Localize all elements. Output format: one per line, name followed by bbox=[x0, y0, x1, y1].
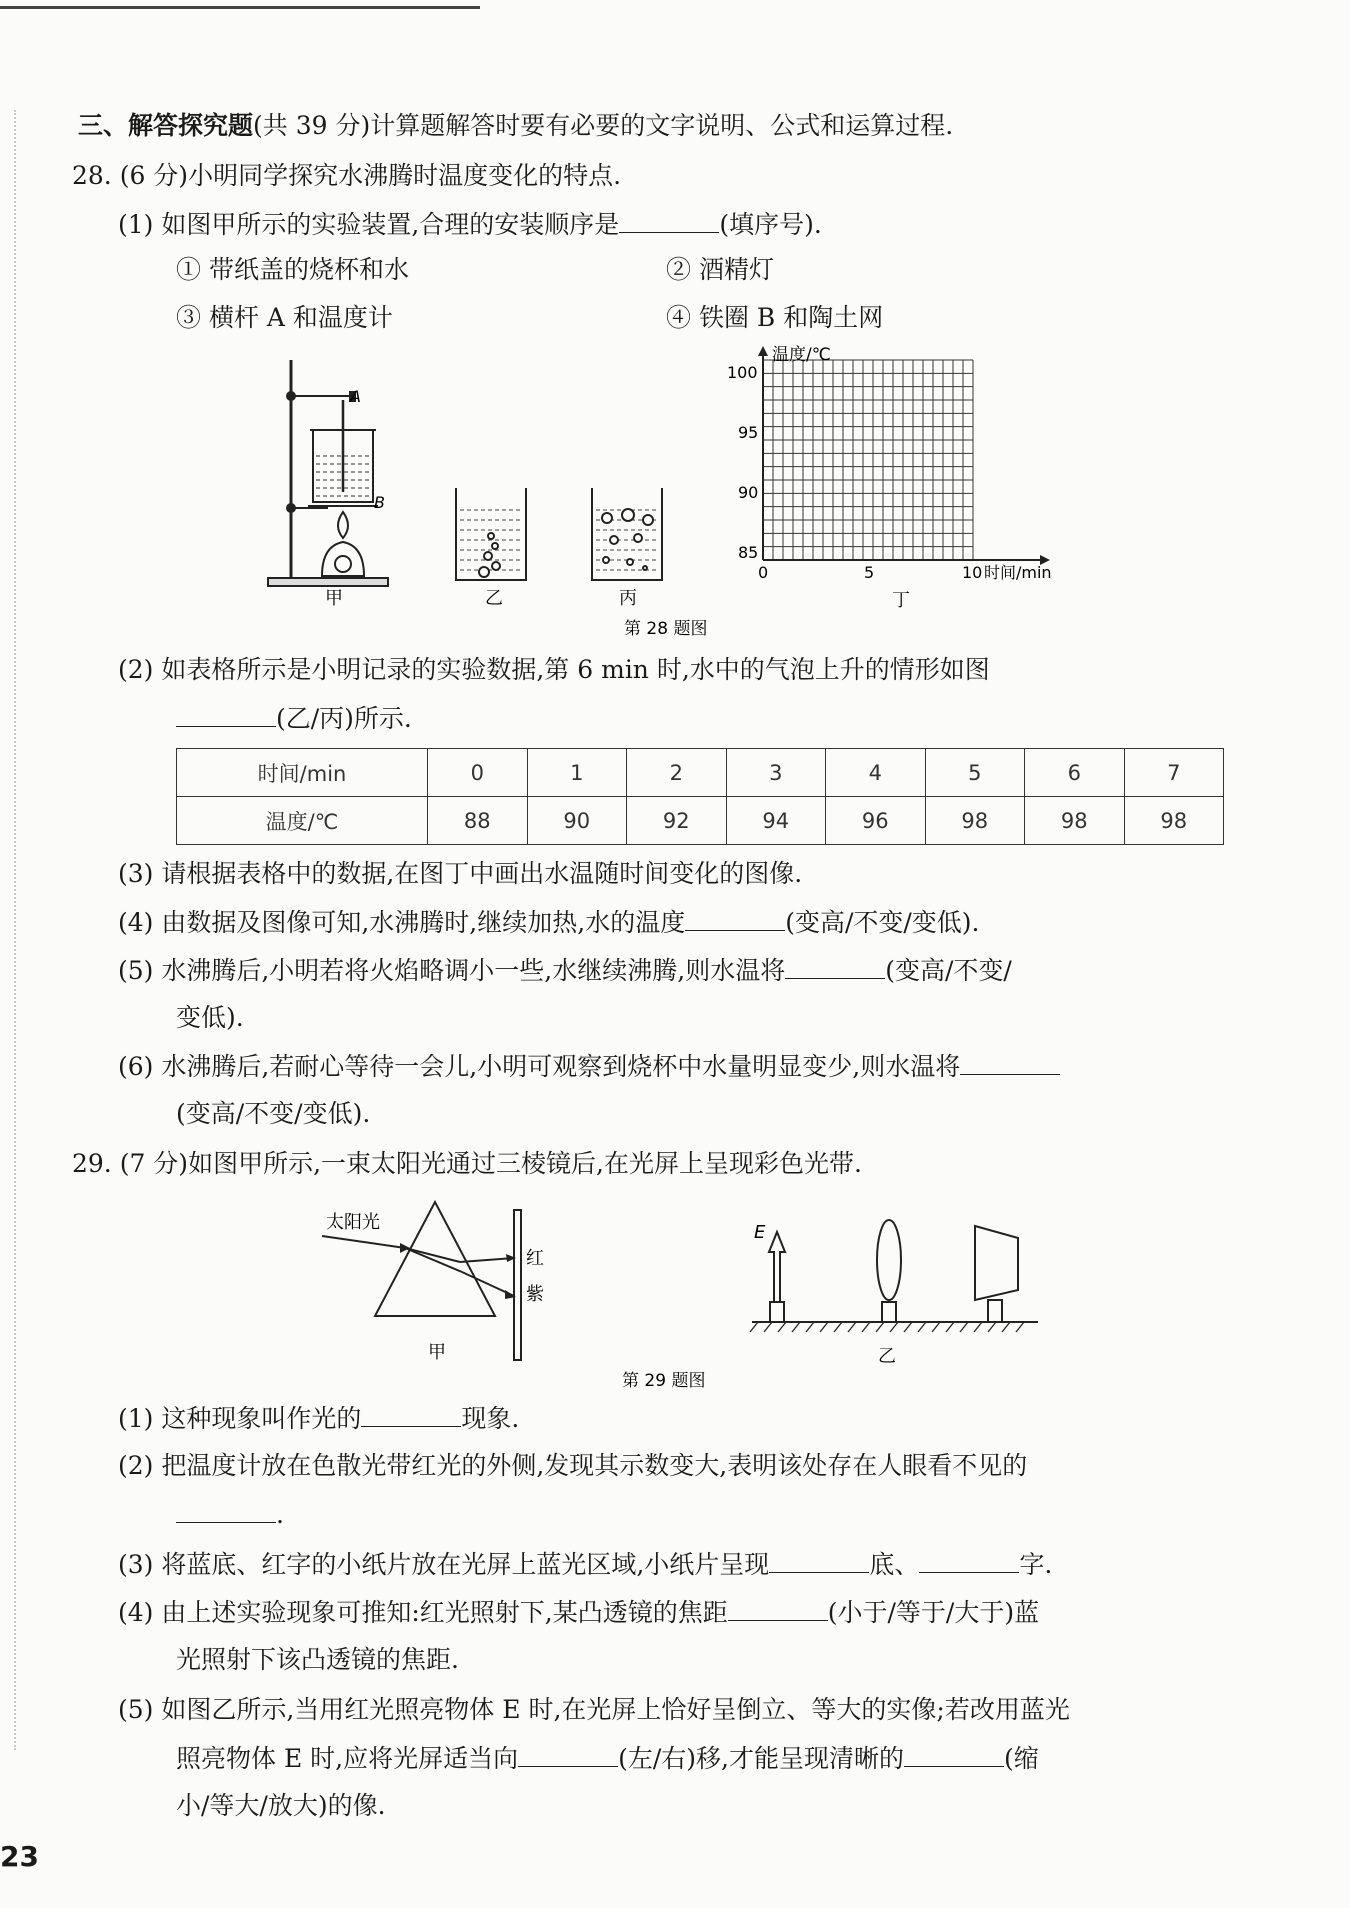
q29-p5-text: 照亮物体 E 时,应将光屏适当向 bbox=[176, 1744, 519, 1773]
answer-blank[interactable] bbox=[904, 1740, 1004, 1767]
label-A: A bbox=[350, 387, 361, 406]
q29-part5-end: 小/等大/放大)的像. bbox=[176, 1791, 386, 1820]
q28-part5-cont: 变低). bbox=[176, 1003, 244, 1032]
q29-part3 bbox=[118, 1546, 1052, 1583]
answer-blank[interactable] bbox=[919, 1546, 1019, 1573]
data-table bbox=[176, 748, 1224, 845]
q29-p3-mid: 底、 bbox=[869, 1550, 920, 1579]
q29-part5: (5) 如图乙所示,当用红光照亮物体 E 时,在光屏上恰好呈倒立、等大的实像;若改用蓝光 bbox=[118, 1695, 1070, 1724]
q29-p5-mid: (左/右)移,才能呈现清晰的 bbox=[618, 1744, 904, 1773]
sub-yi: 乙 bbox=[485, 588, 503, 609]
q29-part4-cont: 光照射下该凸透镜的焦距. bbox=[176, 1645, 459, 1674]
q28-part2: (2) 如表格所示是小明记录的实验数据,第 6 min 时,水中的气泡上升的情形如图 bbox=[118, 655, 990, 684]
answer-blank[interactable] bbox=[685, 904, 785, 931]
q28-p1-tail: (填序号). bbox=[719, 210, 822, 239]
table-cell: 0 bbox=[428, 749, 528, 797]
section-header bbox=[78, 108, 953, 144]
q29-part2: (2) 把温度计放在色散光带红光的外侧,发现其示数变大,表明该处存在人眼看不见的 bbox=[118, 1451, 1028, 1480]
q28-part3: (3) 请根据表格中的数据,在图丁中画出水温随时间变化的图像. bbox=[118, 859, 803, 888]
blank-grid bbox=[758, 346, 1050, 565]
q28-option-1: ① 带纸盖的烧杯和水 bbox=[176, 255, 409, 284]
answer-blank[interactable] bbox=[960, 1048, 1060, 1075]
red-label: 红 bbox=[526, 1248, 544, 1269]
q28-p6-text: (6) 水沸腾后,若耐心等待一会儿,小明可观察到烧杯中水量明显变少,则水温将 bbox=[118, 1052, 961, 1081]
table-cell: 98 bbox=[1025, 797, 1125, 845]
q28-part5 bbox=[118, 952, 1012, 989]
y-tick-85: 85 bbox=[738, 543, 759, 562]
q28-part4 bbox=[118, 904, 980, 941]
table-cell: 88 bbox=[428, 797, 528, 845]
top-rule bbox=[0, 6, 480, 9]
q28-part6 bbox=[118, 1048, 1060, 1085]
table-header-temp: 温度/℃ bbox=[177, 797, 428, 845]
table-cell: 1 bbox=[527, 749, 627, 797]
table-cell: 2 bbox=[627, 749, 727, 797]
y-tick-100: 100 bbox=[727, 363, 758, 382]
q29-p2-end: . bbox=[276, 1500, 284, 1529]
answer-blank[interactable] bbox=[518, 1740, 618, 1767]
q28-p4-text: (4) 由数据及图像可知,水沸腾时,继续加热,水的温度 bbox=[118, 908, 686, 937]
grid-x-label: 时间/min bbox=[984, 563, 1052, 582]
x-tick-10: 10 bbox=[962, 563, 983, 582]
label-E: E bbox=[754, 1222, 766, 1243]
section-title: 三、解答探究题 bbox=[78, 111, 254, 140]
sub-bing: 丙 bbox=[619, 588, 637, 609]
q29-p4-tail: (小于/等于/大于)蓝 bbox=[827, 1598, 1040, 1627]
answer-blank[interactable] bbox=[176, 1496, 276, 1523]
table-cell: 92 bbox=[627, 797, 727, 845]
sunlight-label: 太阳光 bbox=[326, 1212, 380, 1233]
table-cell: 98 bbox=[1124, 797, 1224, 845]
table-cell: 4 bbox=[826, 749, 926, 797]
answer-blank[interactable] bbox=[785, 952, 885, 979]
q28-stem: 28. (6 分)小明同学探究水沸腾时温度变化的特点. bbox=[72, 161, 622, 190]
table-cell: 7 bbox=[1124, 749, 1224, 797]
table-cell: 3 bbox=[726, 749, 826, 797]
y-tick-95: 95 bbox=[738, 423, 759, 442]
answer-blank[interactable] bbox=[769, 1546, 869, 1573]
apparatus-jia bbox=[268, 360, 388, 586]
figure-28 bbox=[0, 340, 1350, 650]
label-B: B bbox=[374, 493, 385, 512]
q29-stem: 29. (7 分)如图甲所示,一束太阳光通过三棱镜后,在光屏上呈现彩色光带. bbox=[72, 1149, 862, 1178]
q28-part1 bbox=[118, 206, 822, 243]
figure-29 bbox=[0, 1190, 1350, 1400]
q28-p5-tail: (变高/不变/ bbox=[885, 956, 1012, 985]
fig29-sub-jia: 甲 bbox=[428, 1342, 446, 1363]
optical-bench bbox=[750, 1220, 1038, 1332]
x-tick-5: 5 bbox=[864, 563, 875, 582]
q28-p1-text: (1) 如图甲所示的实验装置,合理的安装顺序是 bbox=[118, 210, 620, 239]
page-number: 23 bbox=[0, 1840, 39, 1873]
q29-p3-text: (3) 将蓝底、红字的小纸片放在光屏上蓝光区域,小纸片呈现 bbox=[118, 1550, 770, 1579]
q29-p4-text: (4) 由上述实验现象可推知:红光照射下,某凸透镜的焦距 bbox=[118, 1598, 728, 1627]
q28-option-3: ③ 横杆 A 和温度计 bbox=[176, 303, 393, 332]
q28-option-2: ② 酒精灯 bbox=[666, 255, 774, 284]
answer-blank[interactable] bbox=[728, 1594, 828, 1621]
q28-option-4: ④ 铁圈 B 和陶土网 bbox=[666, 303, 884, 332]
q28-p4-tail: (变高/不变/变低). bbox=[785, 908, 980, 937]
q29-p3-tail: 字. bbox=[1019, 1550, 1053, 1579]
table-cell: 90 bbox=[527, 797, 627, 845]
q29-part5-cont bbox=[176, 1740, 1039, 1777]
section-note: (共 39 分)计算题解答时要有必要的文字说明、公式和运算过程. bbox=[253, 111, 954, 140]
q29-p1-tail: 现象. bbox=[461, 1404, 520, 1433]
x-tick-0: 0 bbox=[758, 563, 769, 582]
table-cell: 6 bbox=[1025, 749, 1125, 797]
answer-blank[interactable] bbox=[176, 700, 276, 727]
q28-p2-tail-text: (乙/丙)所示. bbox=[276, 704, 412, 733]
sub-ding: 丁 bbox=[892, 590, 910, 611]
y-tick-90: 90 bbox=[738, 483, 759, 502]
fig28-caption: 第 28 题图 bbox=[624, 619, 708, 639]
table-cell: 96 bbox=[826, 797, 926, 845]
beaker-yi bbox=[456, 488, 526, 580]
table-cell: 94 bbox=[726, 797, 826, 845]
purple-label: 紫 bbox=[526, 1284, 544, 1305]
q29-part4 bbox=[118, 1594, 1039, 1631]
fig29-caption: 第 29 题图 bbox=[622, 1371, 706, 1391]
grid-y-label: 温度/℃ bbox=[772, 345, 831, 365]
table-cell: 5 bbox=[925, 749, 1025, 797]
q29-p1-text: (1) 这种现象叫作光的 bbox=[118, 1404, 362, 1433]
table-cell: 98 bbox=[925, 797, 1025, 845]
q28-part2-tail bbox=[176, 700, 412, 737]
q29-part2-cont bbox=[176, 1496, 284, 1533]
fig29-sub-yi: 乙 bbox=[878, 1346, 896, 1367]
answer-blank[interactable] bbox=[619, 206, 719, 233]
q28-part6-cont: (变高/不变/变低). bbox=[176, 1099, 371, 1128]
q28-p5-text: (5) 水沸腾后,小明若将火焰略调小一些,水继续沸腾,则水温将 bbox=[118, 956, 786, 985]
beaker-bing bbox=[592, 488, 662, 580]
answer-blank[interactable] bbox=[361, 1400, 461, 1427]
sub-jia: 甲 bbox=[325, 588, 343, 609]
table-header-time: 时间/min bbox=[177, 749, 428, 797]
table-row-temp bbox=[177, 797, 1224, 845]
q29-part1 bbox=[118, 1400, 519, 1437]
q29-p5-tail: (缩 bbox=[1003, 1744, 1039, 1773]
table-row-time bbox=[177, 749, 1224, 797]
